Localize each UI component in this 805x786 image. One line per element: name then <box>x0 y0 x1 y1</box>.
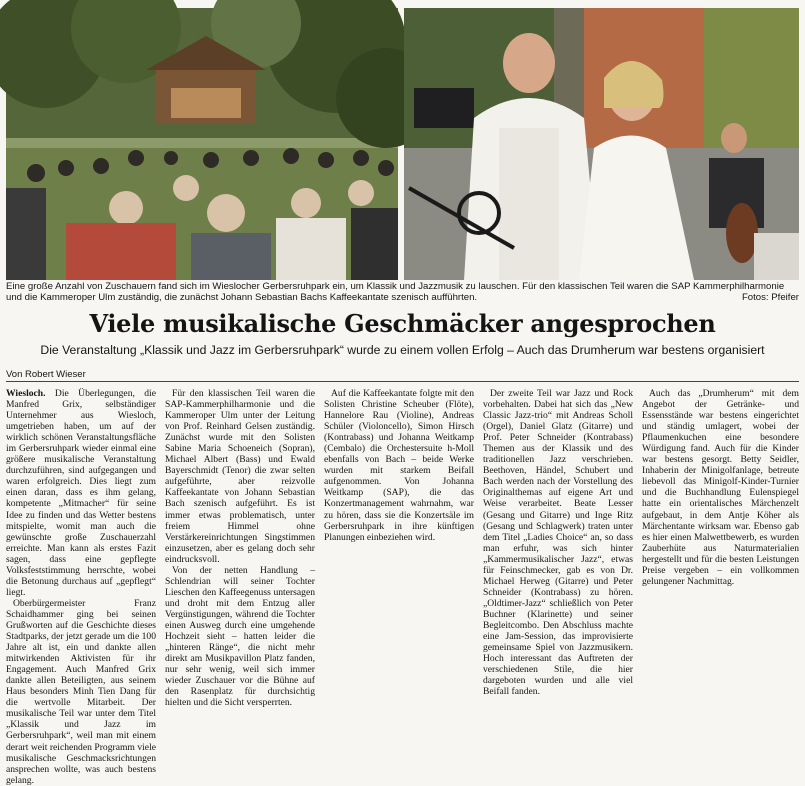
article-column-2 <box>165 388 315 709</box>
photo-credit: Fotos: Pfeifer <box>741 292 799 303</box>
photo-caption <box>6 281 799 303</box>
subheadline: Die Veranstaltung „Klassik und Jazz im Gerbersruhpark“ wurde zu einem vollen Erfolg – Auch das Drumherum war bestens organisiert <box>40 343 765 357</box>
article-column-5 <box>642 388 799 621</box>
divider <box>6 381 799 382</box>
caption-text: Eine große Anzahl von Zuschauern fand sich im Wieslocher Gerbersruhpark ein, um Klassik und Jazzmusik zu lauschen. Für den klassischen Teil waren die SAP Kammerphilharmonie und die Kammeroper Ulm zuständig, die zunächst Johann Sebastian Bachs Kaffeekantate szenisch aufführten. <box>6 281 785 303</box>
article-paragraph: Auch das „Drumherum“ mit dem Angebot der Getränke- und Essensstände war bestens eingerichtet und ständig umlagert, wobei der Pflaumenkuchen eine besondere Würdigung fand. Auch für die Kinder war bestens gesorgt. Betty Seidler, Inhaberin der Minigolfanlage, betreute liebevoll das Minigolf-Kinder-Turnier und die Buchhandlung Eulenspiegel hatte ein orientalisches Märchenzelt aufgebaut, in dem Antje Köher als Märchentante wirksam war. Ebenso gab es hier einen Malwettbewerb, es wurden Zauberhüte aus Naturmaterialien hergestellt und für die besten Leistungen Preise vergeben – ein vollkommen gelungener Nachmittag. <box>642 388 799 587</box>
article-column-3 <box>324 388 474 621</box>
article-paragraph: Von der netten Handlung – Schlendrian will seiner Tochter Lieschen den Kaffeegenuss untersagen und droht mit dem Entzug aller Vergünstigungen, während die Tochter einen Ausweg durch eine umgehende Hochzeit sieht – hatten leider die „hinteren Ränge“, die nicht mehr direkt am Musikpavillon Platz fanden, nur sehr wenig, weil sich immer wieder Zuschauer vor die Bühne auf den Rasenplatz für durchsichtig hielten und die Sicht versperrten. <box>165 564 315 709</box>
performers-photo <box>404 8 799 280</box>
article-column-4 <box>483 388 633 698</box>
article-paragraph: Für den klassischen Teil waren die SAP-Kammerphilharmonie und die Kammeroper Ulm unter der Leitung von Prof. Reinhard Gelsen zuständig. Zunächst wurde mit den Solisten Sabine Maria Schoeneich (Sopran), Michael Albert (Bass) und Ewald Bayerschmidt (Tenor) die zwar selten aufgeführte, aber reizvolle Kaffeekantate von Johann Sebastian Bach szenisch aufgeführt. Es ist immer etwas problematisch, unter freiem Himmel ohne Verstärkereinrichtungen Singstimmen einzusetzen, aber es gelang doch sehr eindrucksvoll. <box>165 388 315 565</box>
article-paragraph: Oberbürgermeister Franz Schaidhammer ging bei seinen Grußworten auf die Geschichte dieses Stadtparks, der jetzt gerade um die 100 Jahre alt ist, ein und dankte allen mitwirkenden Aktivisten für ihr Engagement. Auch Manfred Grix dankte allen Beteiligten, aus seinem Haus besonders Minh Tien Dang für die wertvolle Mitarbeit. Der musikalische Teil war unter dem Titel „Klassik und Jazz im Gerbersruhpark“, weil man mit einem derart weit reichenden Programm viele musikalische Geschmacksrichtungen ansprechen wollte, was auch bestens gelang. <box>6 597 156 786</box>
byline: Von Robert Wieser <box>6 369 86 380</box>
dateline: Wiesloch. <box>6 388 46 399</box>
audience-photo <box>6 8 398 280</box>
article-paragraph: Auf die Kaffeekantate folgte mit den Solisten Christine Scheuber (Flöte), Hannelore Rau (Violine), Andreas Schüler (Violoncello), Simon Hirsch (Kontrabass) und Johanna Weitkamp (Cembalo) die Orchestersuite h-Moll ebenfalls von Bach – beide Werke wurden mit starkem Beifall aufgenommen. Von Johanna Weitkamp (SAP), die das Konzertmanagement wahrnahm, war zu hören, dass sie die Konzertsäle im Gerbersruhpark in ihre künftigen Planungen einbeziehen wird. <box>324 388 474 543</box>
article-column-1 <box>6 388 156 786</box>
article-paragraph: Der zweite Teil war Jazz und Rock vorbehalten. Dabei hat sich das „New Classic Jazz-trio“ mit Andreas Scholl (Orgel), Daniel Glatz (Gitarre) und Prof. Peter Schneider (Kontrabass) Themen aus der Klassik und des traditionellen Jazz verschrieben. Beethoven, Händel, Schubert und Bach werden nach der Vorstellung des Originalthemas auf eigene Art und Weise verarbeitet. Beate Lesser (Gesang und Gitarre) und Inge Ritz (Gesang und Schlagwerk) traten unter dem Titel „Ladies Choice“ an, so dass man erfuhr, was sich hinter „Kammermusikalischer Jazz“, etwas für Feinschmecker, gab es von Dr. Michael Herweg (Gitarre) und Peter Schneider (Kontrabass) zu hören. „Oldtimer-Jazz“ schließlich von Peter Buchner (Klarinette) und seiner Begleitcombo. Den Abschluss machte eine Jam-Session, das improvisierte gemeinsame Spiel von Jazzmusikern. Hoch interessant das Auftreten der verschiedenen Stile, die hier dargeboten wurden und alle viel Beifall fanden. <box>483 388 633 698</box>
headline: Viele musikalische Geschmäcker angesprochen <box>89 309 716 338</box>
article-paragraph: Wiesloch. Die Überlegungen, die Manfred Grix, selbständiger Unternehmer aus Wiesloch, umgetrieben haben, um auf der wirklich schönen Veranstaltungsfläche im Gerbersruhpark wieder einmal eine größere musikalische Veranstaltung durchzuführen, sind aufgegangen und waren erfolgreich. Dies liegt zum einen daran, dass es ihm gelang, kompetente „Mitmacher“ für seine Idee zu finden und das Wetter bestens mitspielte, womit man auch die gewünschte große Zuschauerzahl erreichte. Man kann als erstes Fazit sagen, dass eine gepflegte Volksfeststimmung herrschte, wobei die Betonung durchaus auf „gepflegt“ liegt. <box>6 388 156 598</box>
